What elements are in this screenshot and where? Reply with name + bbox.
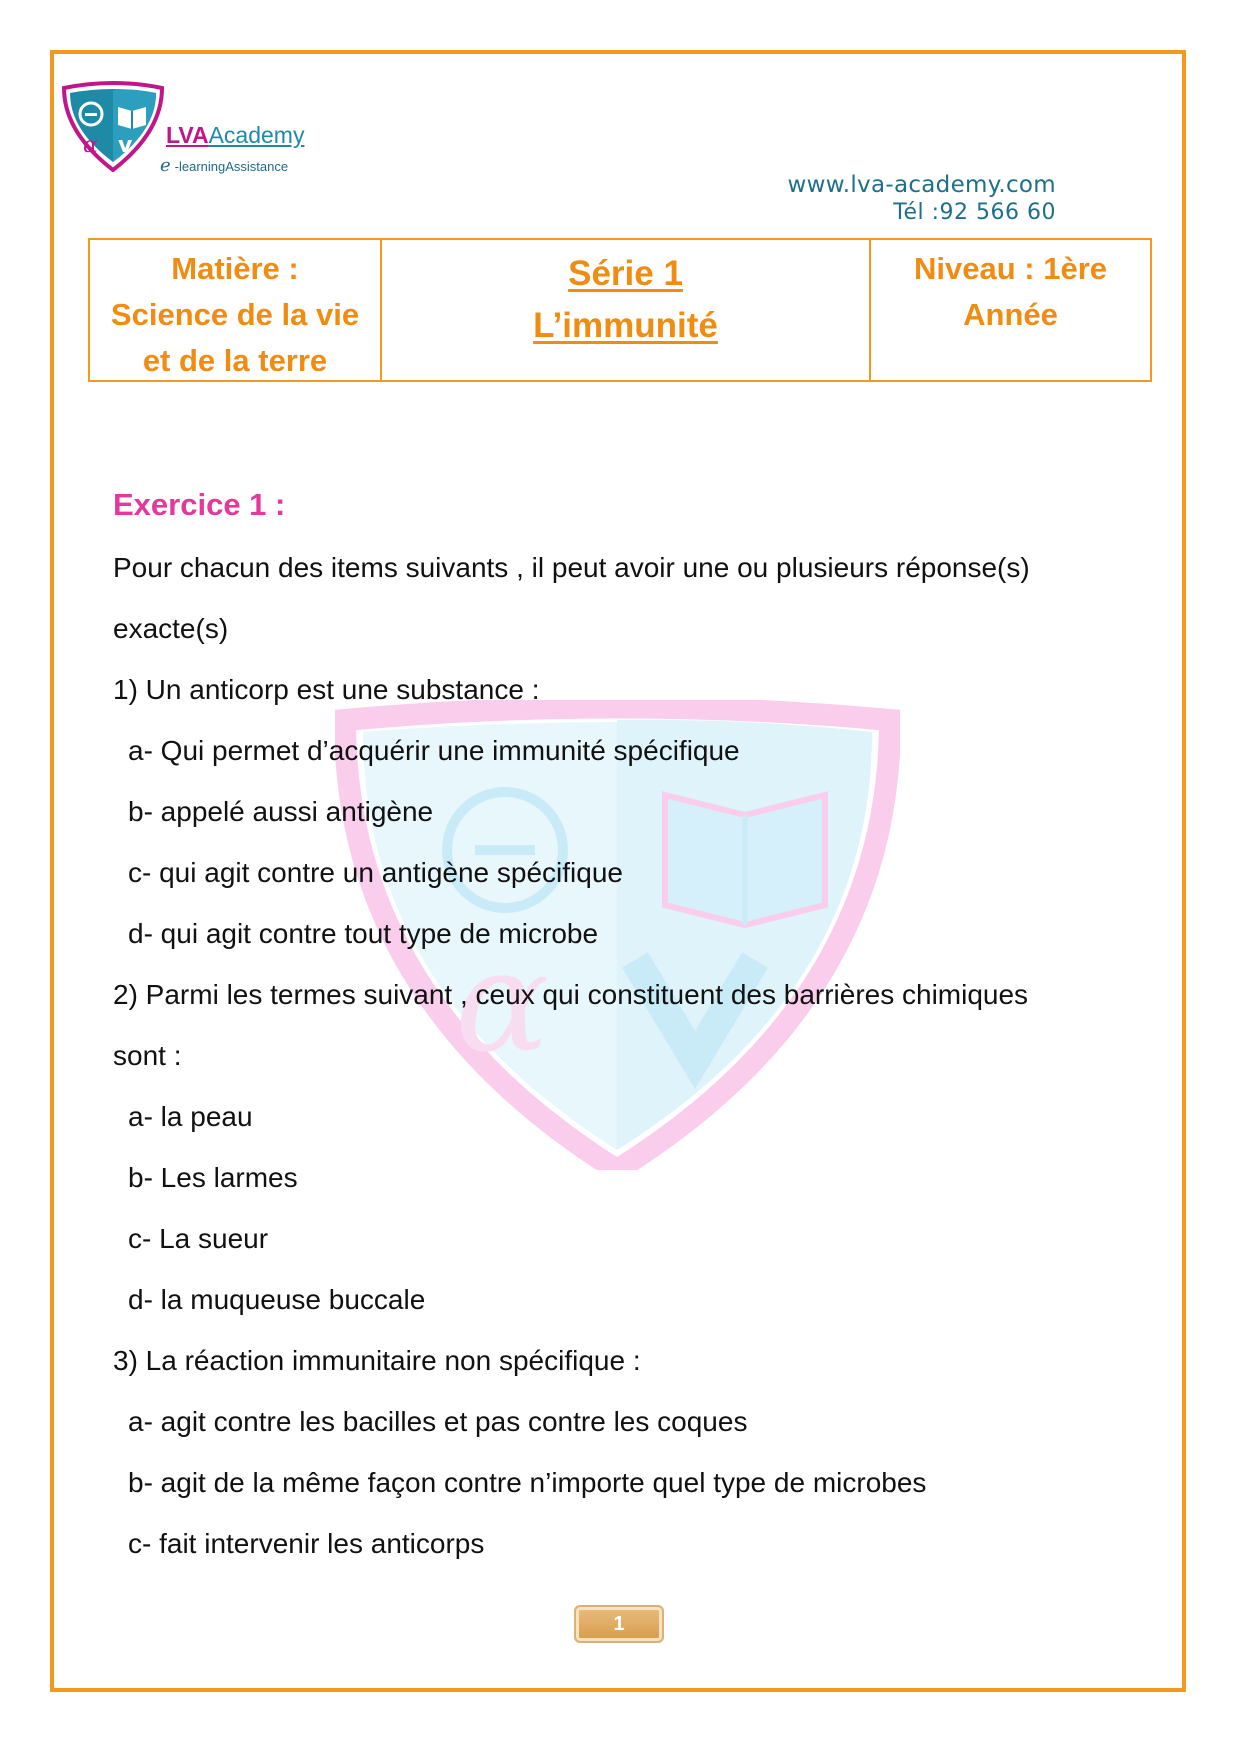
- lva-academy-logo: [58, 80, 168, 172]
- level-cell: [871, 240, 1150, 380]
- subject-line-2: Science de la vie: [110, 297, 360, 332]
- series-title: Série 1: [568, 254, 683, 293]
- exercise-intro-line-2: exacte(s): [113, 613, 229, 644]
- exercise-title: Exercice 1 :: [113, 487, 286, 522]
- brand-name: [166, 122, 304, 149]
- q2-option-c: c- La sueur: [128, 1223, 269, 1254]
- svg-text:v: v: [118, 133, 133, 158]
- question-2-line-1: 2) Parmi les termes suivant , ceux qui constituent des barrières chimiques: [113, 979, 1029, 1010]
- phone-number: Tél :92 566 60: [893, 200, 1056, 225]
- tagline-text: -learningAssistance: [174, 159, 289, 174]
- q2-option-d: d- la muqueuse buccale: [128, 1284, 426, 1315]
- q2-option-b: b- Les larmes: [128, 1162, 298, 1193]
- q3-option-c: c- fait intervenir les anticorps: [128, 1528, 485, 1559]
- exercise-intro-line-1: Pour chacun des items suivants , il peut avoir une ou plusieurs réponse(s): [113, 552, 1030, 583]
- level-value: Année: [963, 297, 1058, 332]
- website-link[interactable]: www.lva-academy.com: [787, 172, 1056, 198]
- q1-option-a: a- Qui permet d’acquérir une immunité spécifique: [128, 735, 740, 766]
- svg-text:α: α: [83, 133, 98, 158]
- question-3: 3) La réaction immunitaire non spécifique :: [113, 1345, 641, 1376]
- q3-option-a: a- agit contre les bacilles et pas contre les coques: [128, 1406, 748, 1437]
- question-2-line-2: sont :: [113, 1040, 182, 1071]
- subject-label: Matière :: [171, 251, 299, 286]
- level-label: Niveau : 1ère: [914, 251, 1107, 286]
- page-number-badge: 1: [574, 1605, 664, 1643]
- brand-tagline: [160, 155, 288, 176]
- q1-option-d: d- qui agit contre tout type de microbe: [128, 918, 599, 949]
- subject-cell: [90, 240, 382, 380]
- exercise-content: [113, 475, 1133, 1574]
- q2-option-a: a- la peau: [128, 1101, 253, 1132]
- contact-block: [788, 172, 1056, 225]
- info-table: [88, 238, 1152, 382]
- q1-option-b: b- appelé aussi antigène: [128, 796, 434, 827]
- brand-lva: LVA: [166, 122, 209, 148]
- svg-text:α: α: [455, 921, 550, 1084]
- series-cell: [382, 240, 871, 380]
- subject-line-3: et de la terre: [142, 343, 328, 378]
- brand-academy: Academy: [208, 122, 305, 148]
- question-1: 1) Un anticorp est une substance :: [113, 674, 540, 705]
- q3-option-b: b- agit de la même façon contre n’importe quel type de microbes: [128, 1467, 927, 1498]
- q1-option-c: c- qui agit contre un antigène spécifique: [128, 857, 623, 888]
- tagline-e: e: [160, 155, 171, 176]
- topic-title: L’immunité: [533, 306, 718, 345]
